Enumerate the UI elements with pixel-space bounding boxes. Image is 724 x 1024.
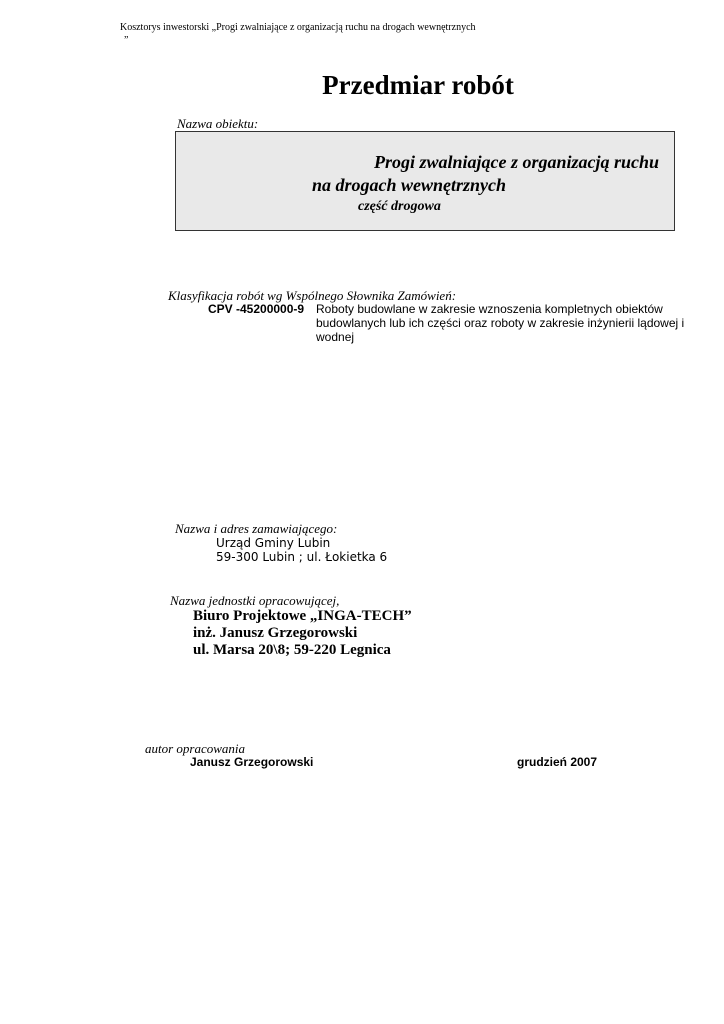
client-address: 59-300 Lubin ; ul. Łokietka 6 — [216, 550, 388, 564]
object-name-line-2: na drogach wewnętrznych — [312, 175, 507, 195]
object-name-box — [175, 131, 675, 231]
classification-label: Klasyfikacja robót wg Wspólnego Słownika Zamówień: — [168, 288, 457, 303]
unit-engineer: inż. Janusz Grzegorowski — [193, 625, 358, 641]
unit-label: Nazwa jednostki opracowującej, — [170, 593, 340, 608]
client-label: Nazwa i adres zamawiającego: — [175, 521, 338, 536]
unit-address: ul. Marsa 20\8; 59-220 Legnica — [193, 642, 391, 658]
running-header: Kosztorys inwestorski „Progi zwalniające z organizacją ruchu na drogach wewnętrznych — [120, 22, 476, 33]
object-name-line-3: część drogowa — [358, 199, 441, 214]
running-header-quote: ” — [124, 35, 129, 46]
cpv-code: CPV -45200000-9 — [208, 302, 305, 316]
author-label: autor opracowania — [145, 741, 246, 756]
object-name-line-1: Progi zwalniające z organizacją ruchu — [374, 152, 660, 172]
document-title: Przedmiar robót — [322, 70, 514, 100]
document-date: grudzień 2007 — [517, 755, 598, 769]
client-name: Urząd Gminy Lubin — [216, 536, 331, 550]
author-name: Janusz Grzegorowski — [190, 755, 314, 769]
cpv-description: Roboty budowlane w zakresie wznoszenia kompletnych obiektów budowlanych lub ich części oraz roboty w zakresie inżynierii lądowej i wodnej — [316, 302, 685, 344]
unit-name: Biuro Projektowe „INGA-TECH” — [193, 608, 412, 624]
object-name-label: Nazwa obiektu: — [177, 116, 259, 131]
